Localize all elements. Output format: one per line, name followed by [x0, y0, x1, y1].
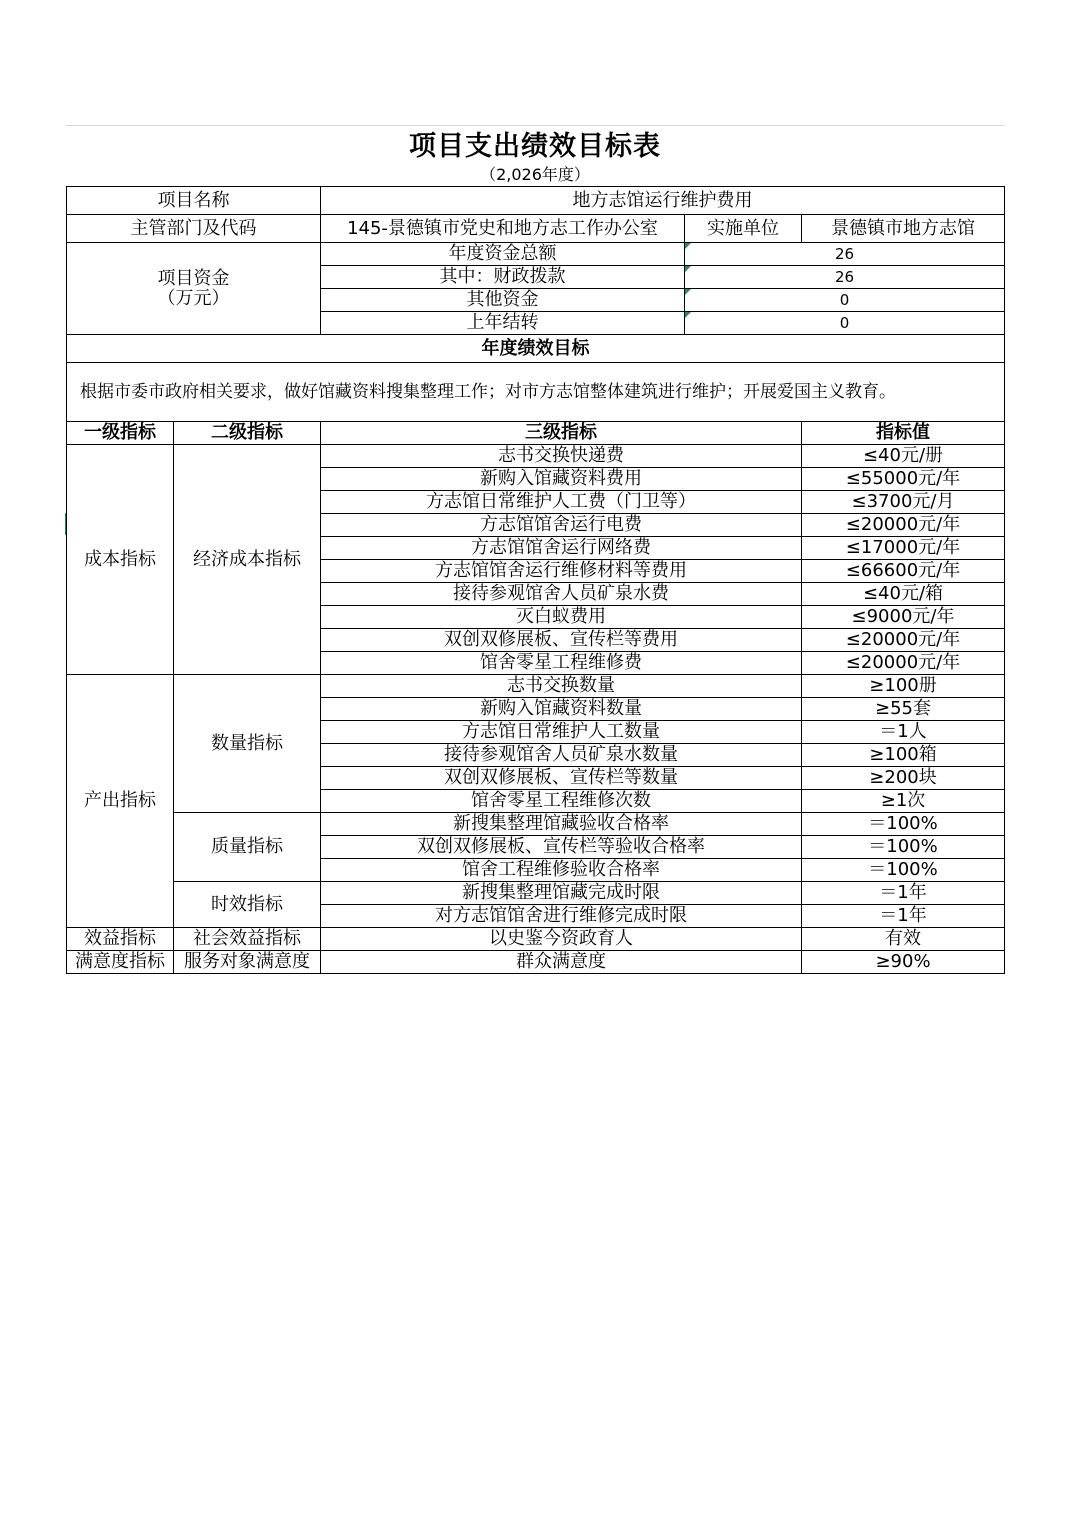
l3-cell: 接待参观馆舍人员矿泉水费 — [321, 583, 802, 606]
fiscal-year: （2,026年度） — [480, 164, 590, 184]
row-project-name — [67, 187, 1005, 215]
col-header-l2: 二级指标 — [174, 422, 321, 445]
l3-cell: 双创双修展板、宣传栏等费用 — [321, 629, 802, 652]
l1-satisfaction: 满意度指标 — [67, 951, 174, 974]
l3-cell: 馆舍零星工程维修次数 — [321, 790, 802, 813]
row-department — [67, 215, 1005, 243]
impl-value: 景德镇市地方志馆 — [802, 215, 1005, 243]
l3-cell: 方志馆日常维护人工费（门卫等） — [321, 491, 802, 514]
l2-quantity: 数量指标 — [174, 675, 321, 813]
performance-target-sheet — [66, 125, 1004, 974]
table-row — [67, 928, 1005, 951]
value-cell: ＝100% — [802, 836, 1005, 859]
value-cell: ≥200块 — [802, 767, 1005, 790]
fund-label: 其他资金 — [321, 289, 685, 312]
project-name-value: 地方志馆运行维护费用 — [321, 187, 1005, 215]
value-cell: ＝1人 — [802, 721, 1005, 744]
value-cell: ＝100% — [802, 859, 1005, 882]
table-row — [67, 951, 1005, 974]
value-cell: ＝1年 — [802, 905, 1005, 928]
l3-cell: 馆舍工程维修验收合格率 — [321, 859, 802, 882]
l1-output: 产出指标 — [67, 675, 174, 928]
l3-cell: 志书交换数量 — [321, 675, 802, 698]
l3-cell: 新搜集整理馆藏完成时限 — [321, 882, 802, 905]
value-cell: ≥100箱 — [802, 744, 1005, 767]
value-cell: ≤55000元/年 — [802, 468, 1005, 491]
l1-benefit: 效益指标 — [67, 928, 174, 951]
funds-label-line1: 项目资金 — [157, 267, 230, 289]
value-cell: ＝100% — [802, 813, 1005, 836]
annual-goal-header: 年度绩效目标 — [67, 335, 1005, 363]
table-row — [67, 882, 1005, 905]
fund-value: 0 — [685, 312, 1005, 335]
l1-cost: 成本指标 — [67, 445, 174, 675]
l3-cell: 新购入馆藏资料费用 — [321, 468, 802, 491]
row-annual-goal-header — [67, 335, 1005, 363]
l3-cell: 新购入馆藏资料数量 — [321, 698, 802, 721]
value-cell: ≤66600元/年 — [802, 560, 1005, 583]
value-cell: ≤17000元/年 — [802, 537, 1005, 560]
value-cell: ≤9000元/年 — [802, 606, 1005, 629]
l3-cell: 志书交换快递费 — [321, 445, 802, 468]
value-cell: ≤20000元/年 — [802, 652, 1005, 675]
fund-label: 上年结转 — [321, 312, 685, 335]
table-row — [67, 813, 1005, 836]
table-row — [67, 445, 1005, 468]
value-cell: 有效 — [802, 928, 1005, 951]
l3-cell: 新搜集整理馆藏验收合格率 — [321, 813, 802, 836]
l3-cell: 以史鉴今资政育人 — [321, 928, 802, 951]
row-funds-total — [67, 243, 1005, 266]
l2-quality: 质量指标 — [174, 813, 321, 882]
value-cell: ≤20000元/年 — [802, 514, 1005, 537]
fund-label: 年度资金总额 — [321, 243, 685, 266]
l2-social-benefit: 社会效益指标 — [174, 928, 321, 951]
l3-cell: 接待参观馆舍人员矿泉水数量 — [321, 744, 802, 767]
value-cell: ＝1年 — [802, 882, 1005, 905]
value-cell: ≤40元/册 — [802, 445, 1005, 468]
value-cell: ≤3700元/月 — [802, 491, 1005, 514]
l3-cell: 方志馆馆舍运行网络费 — [321, 537, 802, 560]
l3-cell: 双创双修展板、宣传栏等验收合格率 — [321, 836, 802, 859]
annual-goal-text: 根据市委市政府相关要求，做好馆藏资料搜集整理工作；对市方志馆整体建筑进行维护；开展爱国主义教育。 — [67, 363, 1005, 422]
fund-value: 26 — [685, 243, 1005, 266]
impl-label: 实施单位 — [685, 215, 802, 243]
l3-cell: 对方志馆馆舍进行维修完成时限 — [321, 905, 802, 928]
col-header-l3: 三级指标 — [321, 422, 802, 445]
funds-label-line2: （万元） — [157, 287, 230, 309]
row-annual-goal — [67, 363, 1005, 422]
value-cell: ≥90% — [802, 951, 1005, 974]
col-header-value: 指标值 — [802, 422, 1005, 445]
table-row — [67, 675, 1005, 698]
value-cell: ≤40元/箱 — [802, 583, 1005, 606]
value-cell: ≤20000元/年 — [802, 629, 1005, 652]
l3-cell: 群众满意度 — [321, 951, 802, 974]
col-header-l1: 一级指标 — [67, 422, 174, 445]
fund-value: 26 — [685, 266, 1005, 289]
l3-cell: 方志馆馆舍运行电费 — [321, 514, 802, 537]
value-cell: ≥1次 — [802, 790, 1005, 813]
l2-service-satisfaction: 服务对象满意度 — [174, 951, 321, 974]
value-cell: ≥100册 — [802, 675, 1005, 698]
target-table — [66, 186, 1005, 974]
dept-value: 145-景德镇市党史和地方志工作办公室 — [321, 215, 685, 243]
l2-economic-cost: 经济成本指标 — [174, 445, 321, 675]
value-cell: ≥55套 — [802, 698, 1005, 721]
fund-value: 0 — [685, 289, 1005, 312]
fund-label: 其中：财政拨款 — [321, 266, 685, 289]
l3-cell: 双创双修展板、宣传栏等数量 — [321, 767, 802, 790]
dept-label: 主管部门及代码 — [67, 215, 321, 243]
l2-time: 时效指标 — [174, 882, 321, 928]
l3-cell: 方志馆馆舍运行维修材料等费用 — [321, 560, 802, 583]
l3-cell: 灭白蚁费用 — [321, 606, 802, 629]
page-title: 项目支出绩效目标表 — [66, 125, 1004, 160]
row-column-headers — [67, 422, 1005, 445]
project-name-label: 项目名称 — [67, 187, 321, 215]
l3-cell: 馆舍零星工程维修费 — [321, 652, 802, 675]
l3-cell: 方志馆日常维护人工数量 — [321, 721, 802, 744]
funds-label — [67, 243, 321, 335]
